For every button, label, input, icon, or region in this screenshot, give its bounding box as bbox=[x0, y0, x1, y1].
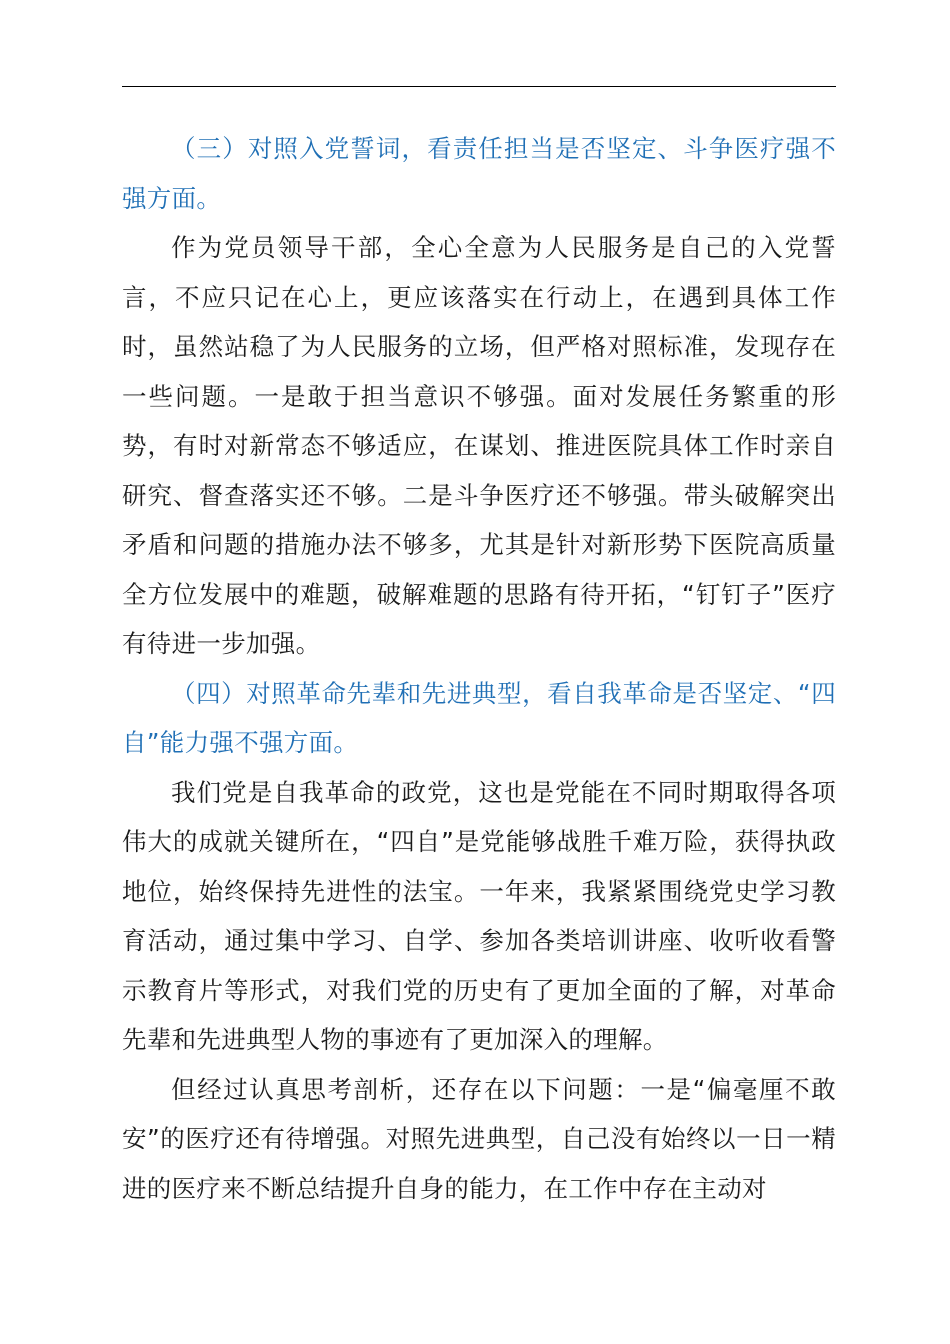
section-heading-4: （四）对照革命先辈和先进典型，看自我革命是否坚定、“四自”能力强不强方面。 bbox=[122, 678, 836, 757]
header-rule bbox=[122, 86, 836, 87]
body-paragraph: 但经过认真思考剖析，还存在以下问题：一是“偏毫厘不敢安”的医疗还有待增强。对照先进典型，自己没有始终以一日一精进的医疗来不断总结提升自身的能力，在工作中存在主动对 bbox=[122, 1074, 836, 1203]
body-paragraph: 我们党是自我革命的政党，这也是党能在不同时期取得各项伟大的成就关键所在，“四自”是党能够战胜千难万险，获得执政地位，始终保持先进性的法宝。一年来，我紧紧围绕党史学习教育活动，通过集中学习、自学、参加各类培训讲座、收听收看警示教育片等形式，对我们党的历史有了更加全面的了解，对革命先辈和先进典型人物的事迹有了更加深入的理解。 bbox=[122, 777, 836, 1054]
section-heading-3: （三）对照入党誓词，看责任担当是否坚定、斗争医疗强不强方面。 bbox=[122, 134, 836, 213]
body-paragraph: 作为党员领导干部，全心全意为人民服务是自己的入党誓言，不应只记在心上，更应该落实在行动上，在遇到具体工作时，虽然站稳了为人民服务的立场，但严格对照标准，发现存在一些问题。一是敢于担当意识不够强。面对发展任务繁重的形势，有时对新常态不够适应，在谋划、推进医院具体工作时亲自研究、督查落实还不够。二是斗争医疗还不够强。带头破解突出矛盾和问题的措施办法不够多，尤其是针对新形势下医院高质量全方位发展中的难题，破解难题的思路有待开拓，“钉钉子”医疗有待进一步加强。 bbox=[122, 233, 836, 658]
document-body bbox=[122, 124, 836, 1213]
